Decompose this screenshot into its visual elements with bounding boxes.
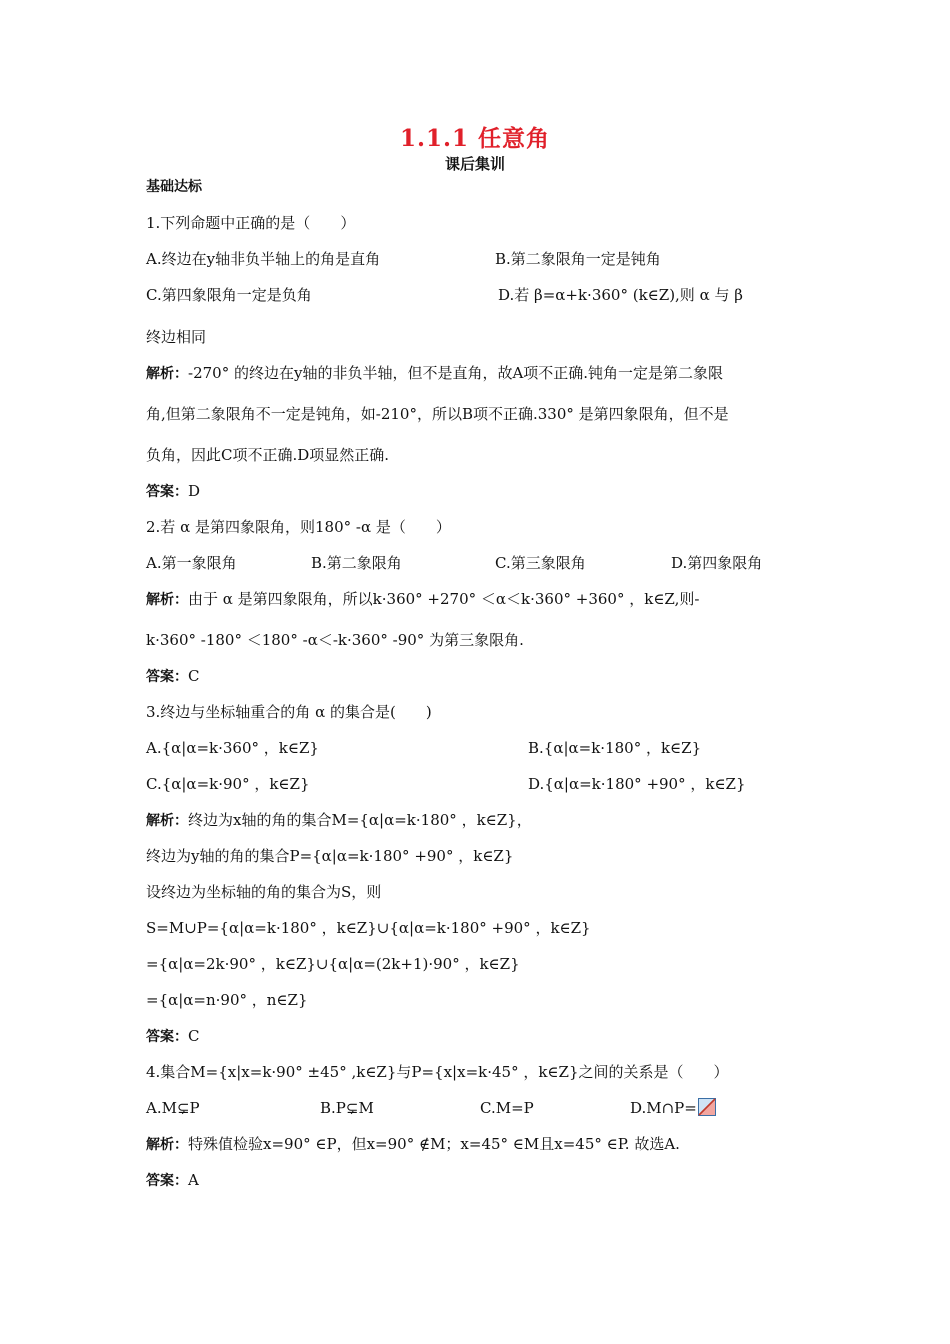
q1-option-b: B.第二象限角一定是钝角 (495, 250, 661, 268)
q1-analysis-line-1 (146, 363, 723, 384)
q3-answer (146, 1026, 199, 1047)
q2-answer-value: C (188, 667, 200, 685)
q3-analysis-line-2: 终边为y轴的角的集合P={α|α=k·180° +90° ，k∈Z} (146, 847, 514, 865)
q3-option-b: B.{α|α=k·180° ，k∈Z} (528, 739, 702, 757)
q1-stem: 1.下列命题中正确的是（ ） (146, 214, 356, 232)
q1-option-d: D.若 β=α+k·360° (k∈Z),则 α 与 β (498, 286, 743, 304)
page-title: 1.1.1 任意角 (399, 125, 551, 152)
q4-option-d-text: D.M∩P= (630, 1099, 697, 1117)
q4-option-c: C.M=P (480, 1099, 534, 1117)
answer-label: 答案： (146, 1173, 188, 1189)
section-heading: 基础达标 (146, 179, 202, 195)
q4-stem: 4.集合M={x|x=k·90° ±45° ,k∈Z}与P={x|x=k·45° ，k∈Z}之间的关系是（ ） (146, 1063, 729, 1081)
q4-answer-value: A (188, 1171, 199, 1189)
q3-analysis-line-3: 设终边为坐标轴的角的集合为S，则 (146, 883, 382, 901)
answer-label: 答案： (146, 484, 188, 500)
q3-option-d: D.{α|α=k·180° +90° ，k∈Z} (528, 775, 746, 793)
q2-analysis-line-1 (146, 589, 699, 610)
q2-analysis-line-2: k·360° -180° ＜180° -α＜-k·360° -90° 为第三象限角. (146, 631, 524, 649)
q3-stem: 3.终边与坐标轴重合的角 α 的集合是( ) (146, 703, 432, 721)
analysis-label: 解析： (146, 592, 188, 608)
analysis-label: 解析： (146, 813, 188, 829)
q4-option-b: B.P⊊M (320, 1099, 374, 1117)
q2-option-d: D.第四象限角 (671, 554, 763, 572)
answer-label: 答案： (146, 1029, 188, 1045)
answer-label: 答案： (146, 669, 188, 685)
q4-answer (146, 1170, 199, 1191)
q3-analysis-text-1: 终边为x轴的角的集合M={α|α=k·180° ，k∈Z}， (188, 811, 532, 829)
q3-analysis-line-6: ={α|α=n·90° ，n∈Z} (146, 991, 308, 1009)
q1-analysis-line-3: 负角，因此C项不正确.D项显然正确. (146, 446, 390, 464)
q2-option-a: A.第一象限角 (146, 554, 237, 572)
q3-option-a: A.{α|α=k·360° ，k∈Z} (146, 739, 319, 757)
q1-option-a: A.终边在y轴非负半轴上的角是直角 (146, 250, 381, 268)
q1-option-c: C.第四象限角一定是负角 (146, 286, 312, 304)
q3-analysis-line-5: ={α|α=2k·90° ，k∈Z}∪{α|α=(2k+1)·90° ，k∈Z} (146, 955, 520, 973)
q2-answer (146, 666, 199, 687)
page-subtitle: 课后集训 (444, 155, 505, 173)
q4-option-a: A.M⊊P (146, 1099, 200, 1117)
q1-analysis-text-1: -270° 的终边在y轴的非负半轴，但不是直角，故A项不正确.钝角一定是第二象限 (188, 364, 724, 382)
q3-analysis-line-1 (146, 810, 532, 831)
q1-analysis-line-2: 角,但第二象限角不一定是钝角，如-210°，所以B项不正确.330° 是第四象限角，但不是 (146, 405, 729, 423)
q4-option-d (630, 1098, 716, 1118)
q2-option-b: B.第二象限角 (311, 554, 402, 572)
q4-analysis-text-1: 特殊值检验x=90° ∈P，但x=90° ∉M；x=45° ∈M且x=45° ∈P. 故选A. (188, 1135, 680, 1153)
analysis-label: 解析： (146, 366, 188, 382)
q3-option-c: C.{α|α=k·90° ，k∈Z} (146, 775, 310, 793)
analysis-label: 解析： (146, 1137, 188, 1153)
q2-option-c: C.第三象限角 (495, 554, 586, 572)
q1-answer (146, 481, 200, 502)
empty-set-icon (698, 1098, 716, 1116)
q1-option-d-cont: 终边相同 (146, 328, 207, 346)
q3-answer-value: C (188, 1027, 200, 1045)
q2-analysis-text-1: 由于 α 是第四象限角，所以k·360° +270° ＜α＜k·360° +360° ，k∈Z,则- (188, 590, 700, 608)
q4-analysis-line-1 (146, 1134, 680, 1155)
q1-answer-value: D (188, 482, 201, 500)
q2-stem: 2.若 α 是第四象限角，则180° -α 是（ ） (146, 518, 451, 536)
q3-analysis-line-4: S=M∪P={α|α=k·180° ，k∈Z}∪{α|α=k·180° +90° ，k∈Z} (146, 919, 591, 937)
